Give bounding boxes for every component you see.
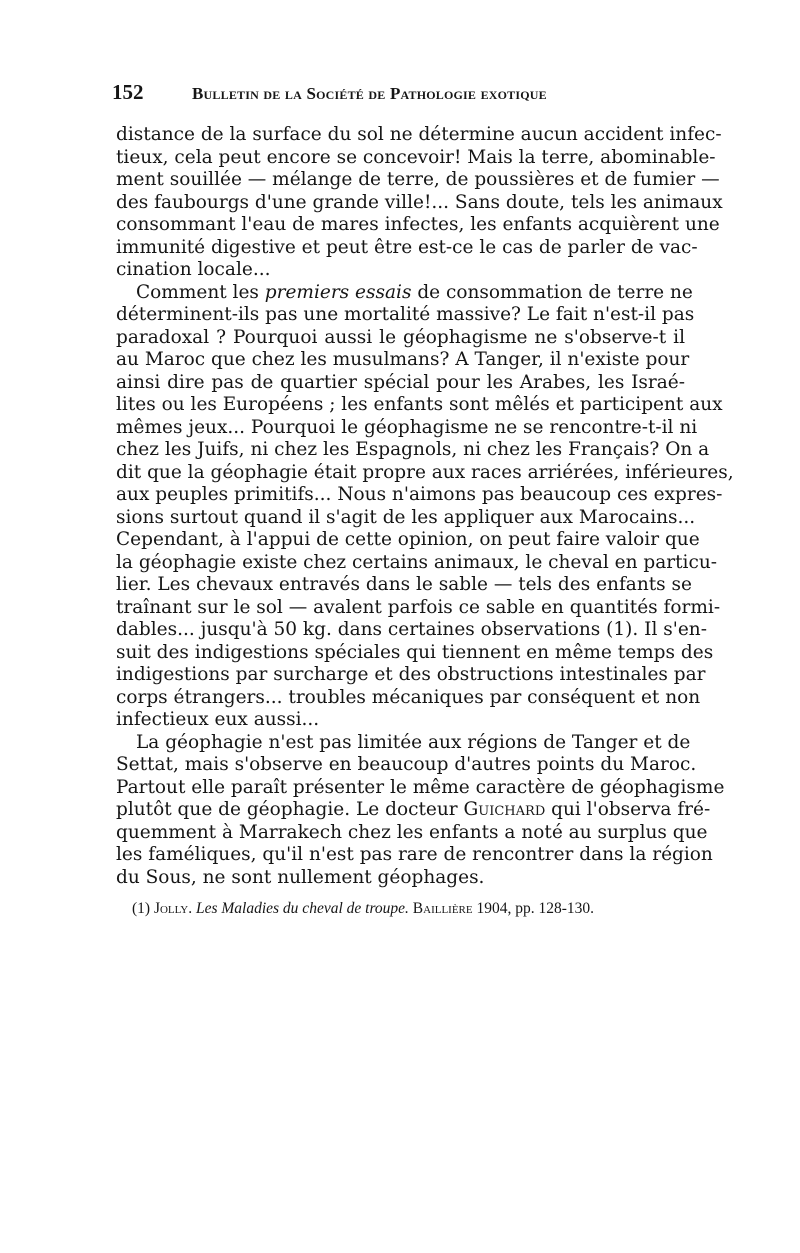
text-line: Settat, mais s'observe en beaucoup d'autres points du Maroc. bbox=[116, 754, 697, 775]
text-line: du Sous, ne sont nullement géophages. bbox=[116, 866, 485, 888]
footnote-details: 1904, pp. 128-130. bbox=[476, 900, 595, 917]
footnote-title: Les Maladies du cheval de troupe. bbox=[195, 900, 409, 917]
text-line: paradoxal ? Pourquoi aussi le géophagisme ne s'observe-t il bbox=[116, 326, 685, 348]
text-line: lier. Les chevaux entravés dans le sable — tels des enfants se bbox=[116, 574, 692, 595]
text-line: au Maroc que chez les musulmans? A Tanger, il n'existe pour bbox=[116, 349, 690, 370]
text-line: immunité digestive et peut être est-ce le cas de parler de vac- bbox=[116, 236, 698, 258]
text-line: des faubourgs d'une grande ville!... Sans doute, tels les animaux bbox=[116, 191, 723, 213]
text-line: mêmes jeux... Pourquoi le géophagisme ne se rencontre-t-il ni bbox=[116, 416, 698, 438]
footnote-author: Jolly. bbox=[153, 900, 193, 917]
text-line: corps étrangers... troubles mécaniques par conséquent et non bbox=[116, 686, 701, 708]
footnote-publisher: Baillière bbox=[412, 900, 473, 917]
footnote-marker: (1) bbox=[132, 900, 151, 917]
italic-phrase: premiers essais bbox=[264, 281, 412, 303]
text-line: quemment à Marrakech chez les enfants a noté au surplus que bbox=[116, 821, 708, 843]
page-number: 152 bbox=[112, 80, 144, 104]
text-line: ment souillée — mélange de terre, de poussières et de fumier — bbox=[116, 169, 720, 190]
text-line: déterminent-ils pas une mortalité massive? Le fait n'est-il pas bbox=[116, 304, 695, 325]
text-line: consommant l'eau de mares infectes, les enfants acquièrent une bbox=[116, 214, 720, 235]
text-line bbox=[116, 281, 693, 305]
text-line: chez les Juifs, ni chez les Espagnols, ni chez les Français? On a bbox=[116, 439, 710, 460]
text-line: lites ou les Européens ; les enfants sont mêlés et participent aux bbox=[116, 394, 723, 415]
text-span: plutôt que de géophagie. Le docteur bbox=[116, 799, 464, 820]
text-line: dables... jusqu'à 50 kg. dans certaines observations (1). Il s'en- bbox=[116, 619, 707, 640]
running-title: Bulletin de la Société de Pathologie exotique bbox=[192, 84, 547, 103]
footnote bbox=[132, 900, 692, 918]
text-line: aux peuples primitifs... Nous n'aimons pas beaucoup ces expres- bbox=[116, 484, 723, 505]
page-header bbox=[112, 80, 692, 106]
text-line: traînant sur le sol — avalent parfois ce sable en quantités formi- bbox=[116, 596, 721, 618]
text-span: Comment les bbox=[136, 281, 265, 303]
text-line: la géophagie existe chez certains animaux, le cheval en particu- bbox=[116, 551, 717, 573]
text-line: tieux, cela peut encore se concevoir! Mais la terre, abominable- bbox=[116, 146, 716, 168]
text-span: qui l'observa fré- bbox=[545, 799, 711, 820]
text-line: cination locale... bbox=[116, 259, 271, 280]
text-line: sions surtout quand il s'agit de les appliquer aux Marocains... bbox=[116, 506, 696, 528]
text-line: suit des indigestions spéciales qui tiennent en même temps des bbox=[116, 641, 714, 663]
text-span: de consommation de terre ne bbox=[411, 281, 693, 303]
text-line: distance de la surface du sol ne détermine aucun accident infec- bbox=[116, 124, 722, 145]
text-line: infectieux eux aussi... bbox=[116, 709, 320, 730]
text-line: La géophagie n'est pas limitée aux régions de Tanger et de bbox=[136, 731, 691, 753]
text-line: les faméliques, qu'il n'est pas rare de rencontrer dans la région bbox=[116, 844, 713, 865]
text-line: indigestions par surcharge et des obstructions intestinales par bbox=[116, 664, 706, 685]
text-line: Cependant, à l'appui de cette opinion, on peut faire valoir que bbox=[116, 529, 700, 550]
text-line bbox=[116, 799, 711, 822]
text-line: Partout elle paraît présenter le même caractère de géophagisme bbox=[116, 776, 725, 798]
text-line: dit que la géophagie était propre aux races arriérées, inférieures, bbox=[116, 461, 734, 483]
body-text bbox=[116, 124, 734, 889]
text-line: ainsi dire pas de quartier spécial pour les Arabes, les Israé- bbox=[116, 371, 685, 393]
author-name: Guichard bbox=[463, 799, 546, 820]
